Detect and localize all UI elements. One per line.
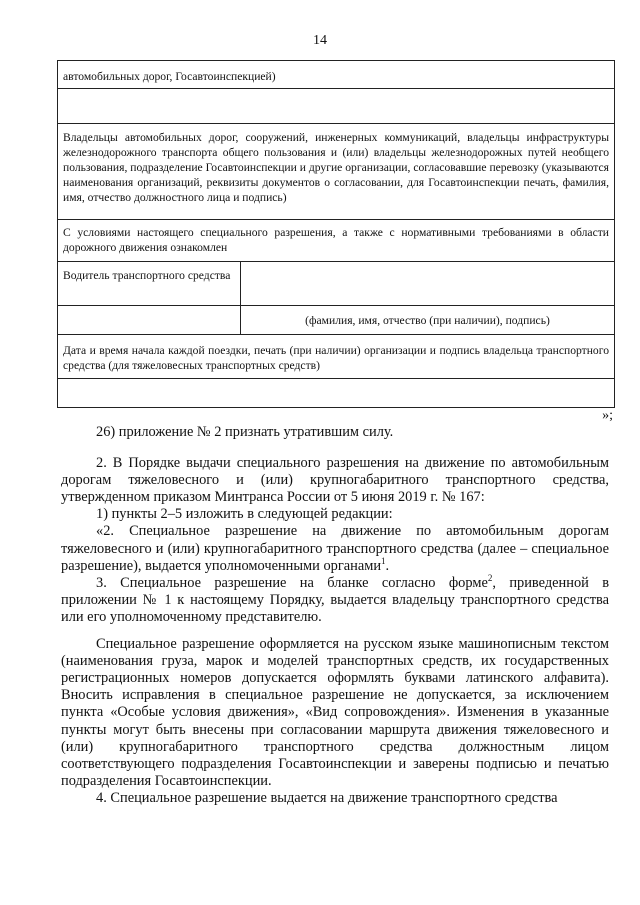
signature-left (58, 306, 240, 312)
paragraph-text: , приведенной в приложении № 1 к настоящему Порядку, выдается владельцу транспортного средства или его уполномоченному представителю. (61, 574, 609, 625)
table-row-empty (58, 378, 614, 407)
paragraph: 2. В Порядке выдачи специального разрешения на движение по автомобильным дорогам тяжеловесного и (или) крупногабаритного транспортного средства, утвержденном приказом Минтранса России от 5 июня 2019 г. № 167: (61, 455, 609, 506)
table-cell: автомобильных дорог, Госавтоинспекцией) (63, 70, 276, 83)
paragraph (61, 523, 609, 574)
driver-value-cell (241, 262, 614, 305)
paragraph: 26) приложение № 2 признать утратившим силу. (96, 424, 394, 440)
signature-left-cell (58, 306, 241, 334)
table-row-driver (58, 261, 614, 305)
closing-quote: »; (602, 408, 613, 423)
footnote-mark: 2 (487, 572, 493, 583)
paragraph-text: «2. Специальное разрешение на движение по автомобильным дорогам тяжеловесного и (или) крупногабаритного транспортного средства (далее – специальное разрешение), выдается уполномоченными органами (61, 523, 609, 574)
signature-caption-cell (241, 306, 614, 334)
paragraph (61, 572, 609, 626)
table-row (58, 334, 614, 378)
driver-label: Водитель транспортного средства (63, 269, 231, 282)
page-number: 14 (313, 33, 327, 48)
paragraph-text: 3. Специальное разрешение на бланке согласно форме (96, 574, 488, 591)
table-row (58, 61, 614, 88)
table-row-signature (58, 305, 614, 334)
table-row-empty (58, 88, 614, 123)
table-row (58, 219, 614, 261)
signature-caption: (фамилия, имя, отчество (при наличии), подпись) (305, 314, 550, 327)
paragraph: 4. Специальное разрешение выдается на движение транспортного средства (96, 789, 558, 806)
paragraph: 1) пункты 2–5 изложить в следующей редакции: (96, 506, 393, 523)
driver-value (241, 262, 614, 268)
body-text (61, 418, 609, 807)
table-cell: Владельцы автомобильных дорог, сооружений, инженерных коммуникаций, владельцы инфраструктуры железнодорожного транспорта общего пользования и (или) владельцы железнодорожных путей необщего пользования, подразделение Госавтоинспекции и другие организации, согласовавшие перевозку (указываются наименования организаций, реквизиты документов о согласовании, для Госавтоинспекции печать, фамилия, имя, отчество должностного лица и подпись) (63, 131, 609, 204)
paragraph-text: . (385, 557, 390, 574)
table-row (58, 123, 614, 219)
footnote-mark: 1 (381, 555, 386, 566)
driver-label-cell (58, 262, 241, 305)
form-table (57, 60, 615, 408)
table-cell: С условиями настоящего специального разрешения, а также с нормативными требованиями в области дорожного движения ознакомлен (63, 226, 609, 254)
table-cell (58, 89, 614, 95)
paragraph: Специальное разрешение оформляется на русском языке машинописным текстом (наименования груза, марок и моделей транспортных средств, их государственных регистрационных номеров допускается оформлять буквами латинского алфавита). Вносить исправления в специальное разрешение не допускается, за исключением пункта «Особые условия движения», «Вид сопровождения». Изменения в указанные пункты могут быть внесены при согласовании маршрута движения тяжеловесного и (или) крупногабаритного транспортного средства должностным лицом соответствующего подразделения Госавтоинспекции и заверены подписью и печатью подразделения Госавтоинспекции. (61, 636, 609, 789)
table-cell (58, 379, 614, 385)
table-cell: Дата и время начала каждой поездки, печать (при наличии) организации и подпись владельца транспортного средства (для тяжеловесных транспортных средств) (63, 344, 609, 372)
